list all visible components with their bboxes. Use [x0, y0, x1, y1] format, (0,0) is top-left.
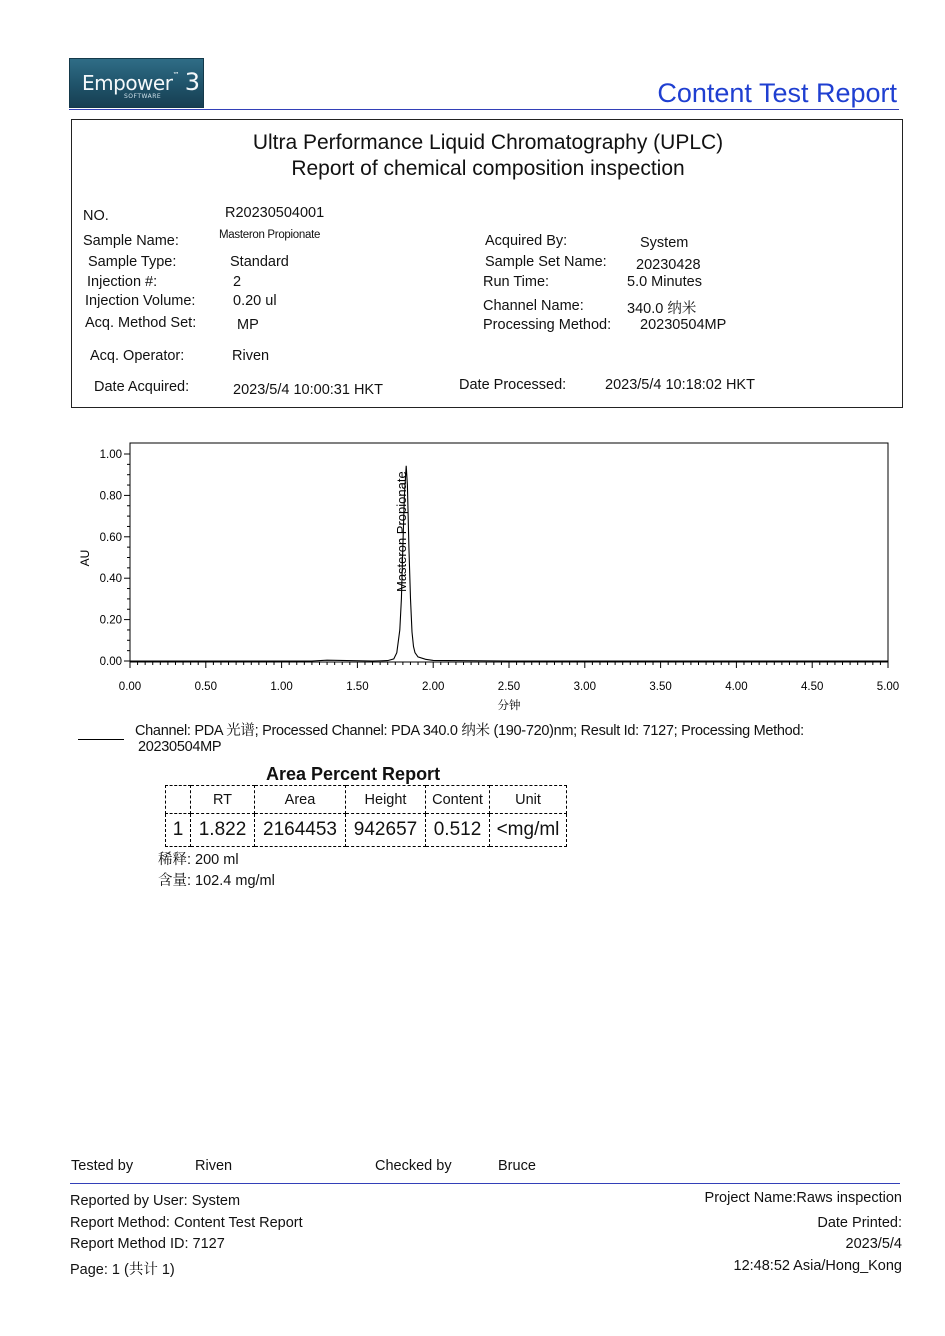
cell-area: 2164453 — [255, 814, 346, 847]
sample-name-label: Sample Name: — [83, 233, 179, 249]
x-tick-label: 3.50 — [649, 681, 672, 693]
no-label: NO. — [83, 208, 109, 224]
header-cell-rt: RT — [191, 786, 255, 814]
sample-type-value: Standard — [230, 254, 289, 270]
date-processed-value: 2023/5/4 10:18:02 HKT — [605, 377, 755, 393]
date-acquired-label: Date Acquired: — [94, 379, 190, 395]
x-tick-label: 3.00 — [573, 681, 596, 693]
x-tick-label: 4.00 — [725, 681, 748, 693]
report-method-id: Report Method ID: 7127 — [70, 1236, 225, 1252]
legend-text-line2: 20230504MP — [138, 739, 222, 755]
header-cell-index — [166, 786, 191, 814]
tested-by-label: Tested by — [71, 1158, 134, 1174]
y-tick-label: 1.00 — [99, 449, 122, 461]
x-tick-label: 2.00 — [422, 681, 445, 693]
peak-label: Masteron Propionate — [394, 471, 409, 592]
header-cell-unit: Unit — [490, 786, 567, 814]
x-tick-label: 0.50 — [194, 681, 217, 693]
info-title-line1: Ultra Performance Liquid Chromatography (UPLC) — [252, 131, 724, 154]
date-printed-time: 12:48:52 Asia/Hong_Kong — [733, 1258, 902, 1274]
checked-by-value: Bruce — [498, 1158, 536, 1174]
table-header-row — [166, 786, 567, 814]
table-row — [166, 814, 567, 847]
injection-label: Injection #: — [87, 274, 158, 290]
run-time-label: Run Time: — [483, 274, 550, 290]
y-tick-label: 0.60 — [99, 531, 122, 544]
footer-divider — [70, 1183, 900, 1184]
info-title-line2: Report of chemical composition inspection — [291, 157, 685, 180]
cell-index: 1 — [166, 814, 191, 847]
cell-content: 0.512 — [426, 814, 490, 847]
acquired-by-label: Acquired By: — [485, 233, 568, 249]
area-percent-table — [165, 785, 567, 847]
legend-text-line1: Channel: PDA 光谱; Processed Channel: PDA 340.0 纳米 (190-720)nm; Result Id: 7127; Processing Method: — [135, 723, 804, 739]
x-tick-label: 0.00 — [118, 681, 142, 693]
x-tick-label: 2.50 — [497, 681, 521, 693]
project-name: Project Name:Raws inspection — [704, 1190, 902, 1206]
sample-name-value: Masteron Propionate — [219, 229, 321, 241]
legend-line-sample — [78, 739, 124, 740]
run-time-value: 5.0 Minutes — [627, 274, 702, 290]
x-tick-label: 4.50 — [801, 681, 824, 693]
page-number: Page: 1 (共计 1) — [70, 1262, 175, 1278]
x-tick-label: 1.00 — [270, 681, 293, 693]
y-tick-label: 0.40 — [99, 573, 122, 586]
dilution-note: 稀释: 200 ml — [158, 852, 239, 868]
injection-volume-value: 0.20 ul — [233, 293, 277, 309]
date-printed-date: 2023/5/4 — [845, 1236, 902, 1252]
empower-logo — [69, 58, 204, 108]
acq-method-value: MP — [237, 317, 259, 333]
y-tick-label: 0.00 — [99, 656, 122, 668]
chromatogram-trace — [130, 466, 888, 661]
logo-brand: Empower™ 3 — [82, 68, 200, 96]
tested-by-value: Riven — [195, 1158, 233, 1174]
date-printed-label: Date Printed: — [817, 1215, 902, 1231]
x-tick-label: 1.50 — [346, 681, 369, 693]
area-percent-title: Area Percent Report — [266, 764, 441, 784]
report-method: Report Method: Content Test Report — [70, 1215, 303, 1231]
no-value: R20230504001 — [225, 205, 325, 221]
sample-set-value: 20230428 — [636, 257, 701, 273]
logo-subtitle: SOFTWARE — [124, 93, 162, 100]
header-divider — [69, 109, 899, 110]
y-tick-label: 0.80 — [99, 490, 122, 503]
acquired-by-value: System — [640, 235, 689, 251]
channel-name-value: 340.0 纳米 — [627, 301, 697, 317]
cell-height: 942657 — [346, 814, 426, 847]
chromatogram-chart — [0, 430, 945, 720]
sample-info-box — [71, 119, 903, 408]
reported-by: Reported by User: System — [70, 1193, 241, 1209]
checked-by-label: Checked by — [375, 1158, 452, 1174]
header-cell-height: Height — [346, 786, 426, 814]
cell-unit: <mg/ml — [490, 814, 567, 847]
injection-value: 2 — [233, 274, 242, 290]
injection-volume-label: Injection Volume: — [85, 293, 196, 309]
report-title: Content Test Report — [657, 78, 897, 108]
content-note: 含量: 102.4 mg/ml — [158, 873, 275, 889]
cell-rt: 1.822 — [191, 814, 255, 847]
processing-method-value: 20230504MP — [640, 317, 727, 333]
acq-operator-value: Riven — [232, 348, 270, 364]
date-acquired-value: 2023/5/4 10:00:31 HKT — [233, 382, 383, 398]
acq-operator-label: Acq. Operator: — [90, 348, 185, 364]
y-axis-title: AU — [78, 549, 92, 567]
x-axis-title: 分钟 — [497, 700, 521, 712]
sample-set-label: Sample Set Name: — [485, 254, 607, 270]
y-tick-label: 0.20 — [99, 614, 122, 627]
acq-method-label: Acq. Method Set: — [85, 315, 197, 331]
processing-method-label: Processing Method: — [483, 317, 612, 333]
sample-type-label: Sample Type: — [88, 254, 177, 270]
x-tick-label: 5.00 — [876, 681, 900, 693]
date-processed-label: Date Processed: — [459, 377, 567, 393]
channel-name-label: Channel Name: — [483, 298, 584, 314]
header-cell-content: Content — [426, 786, 490, 814]
header-cell-area: Area — [255, 786, 346, 814]
plot-area-frame — [130, 443, 888, 662]
